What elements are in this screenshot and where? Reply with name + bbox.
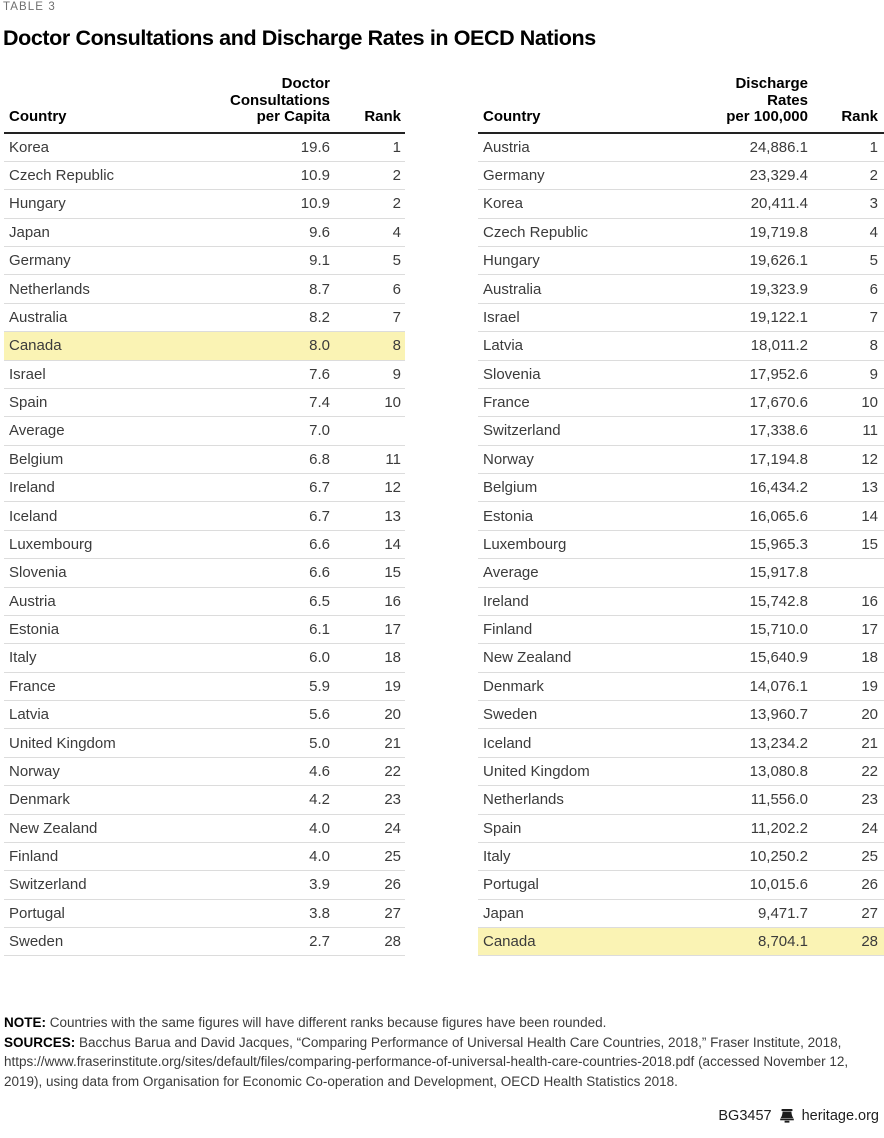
country-cell: Hungary bbox=[4, 190, 226, 218]
rank-cell: 10 bbox=[808, 388, 884, 416]
value-cell: 17,338.6 bbox=[704, 417, 808, 445]
table-row bbox=[478, 701, 884, 729]
rank-cell bbox=[330, 417, 405, 445]
value-cell: 17,952.6 bbox=[704, 360, 808, 388]
value-cell: 6.0 bbox=[226, 644, 330, 672]
rank-cell: 25 bbox=[330, 842, 405, 870]
value-header-line2: per 100,000 bbox=[726, 108, 808, 125]
rank-cell: 16 bbox=[808, 587, 884, 615]
rank-cell: 4 bbox=[330, 218, 405, 246]
tables-container bbox=[4, 76, 884, 956]
table-row bbox=[4, 757, 405, 785]
rank-cell: 16 bbox=[330, 587, 405, 615]
table-row bbox=[478, 474, 884, 502]
value-cell: 5.0 bbox=[226, 729, 330, 757]
value-column-header bbox=[704, 76, 808, 133]
rank-cell: 15 bbox=[808, 530, 884, 558]
rank-cell: 26 bbox=[808, 871, 884, 899]
value-cell: 19,719.8 bbox=[704, 218, 808, 246]
country-cell: Spain bbox=[4, 388, 226, 416]
table-row bbox=[4, 786, 405, 814]
value-cell: 10.9 bbox=[226, 190, 330, 218]
table-row bbox=[4, 303, 405, 331]
table-row bbox=[478, 615, 884, 643]
table-row bbox=[478, 559, 884, 587]
sources-text: Bacchus Barua and David Jacques, “Comparing Performance of Universal Health Care Countries, 2018,” Fraser Institute, 2018, https://www.fraserinstitute.org/sites/default/files/comparing-performance-of-universal-health-care-countries-2018.pdf (accessed November 12, 2019), using data from Organisation for Economic Co-operation and Development, OECD Health Statistics 2018. bbox=[4, 1034, 849, 1089]
country-cell: New Zealand bbox=[478, 644, 704, 672]
table-row bbox=[478, 729, 884, 757]
country-cell: Norway bbox=[478, 445, 704, 473]
country-cell: France bbox=[478, 388, 704, 416]
value-cell: 7.4 bbox=[226, 388, 330, 416]
rank-cell: 28 bbox=[808, 928, 884, 956]
rank-cell: 22 bbox=[330, 757, 405, 785]
table-row bbox=[478, 218, 884, 246]
value-cell: 15,965.3 bbox=[704, 530, 808, 558]
country-cell: Germany bbox=[4, 247, 226, 275]
country-cell: Canada bbox=[4, 332, 226, 360]
rank-cell: 1 bbox=[330, 133, 405, 162]
rank-cell: 27 bbox=[808, 899, 884, 927]
country-cell: Germany bbox=[478, 161, 704, 189]
table-row bbox=[478, 133, 884, 162]
country-cell: Australia bbox=[478, 275, 704, 303]
country-cell: United Kingdom bbox=[4, 729, 226, 757]
country-cell: Hungary bbox=[478, 247, 704, 275]
value-cell: 4.2 bbox=[226, 786, 330, 814]
country-cell: Austria bbox=[478, 133, 704, 162]
rank-cell: 5 bbox=[330, 247, 405, 275]
country-cell: Belgium bbox=[4, 445, 226, 473]
value-cell: 7.6 bbox=[226, 360, 330, 388]
table-row bbox=[478, 247, 884, 275]
table-row bbox=[478, 928, 884, 956]
country-cell: Austria bbox=[4, 587, 226, 615]
country-cell: Switzerland bbox=[4, 871, 226, 899]
rank-cell: 5 bbox=[808, 247, 884, 275]
table-row bbox=[478, 587, 884, 615]
rank-cell: 13 bbox=[808, 474, 884, 502]
value-cell: 9,471.7 bbox=[704, 899, 808, 927]
country-cell: New Zealand bbox=[4, 814, 226, 842]
rank-cell: 1 bbox=[808, 133, 884, 162]
table-row bbox=[4, 218, 405, 246]
table-row bbox=[4, 388, 405, 416]
table-row bbox=[4, 615, 405, 643]
table-row bbox=[478, 530, 884, 558]
country-cell: Portugal bbox=[4, 899, 226, 927]
table-row bbox=[4, 814, 405, 842]
header-row bbox=[4, 76, 405, 133]
rank-cell: 2 bbox=[808, 161, 884, 189]
table-row bbox=[4, 701, 405, 729]
country-cell: Belgium bbox=[478, 474, 704, 502]
value-cell: 18,011.2 bbox=[704, 332, 808, 360]
value-cell: 19,122.1 bbox=[704, 303, 808, 331]
value-cell: 6.6 bbox=[226, 530, 330, 558]
value-cell: 5.6 bbox=[226, 701, 330, 729]
country-cell: Israel bbox=[4, 360, 226, 388]
country-cell: Sweden bbox=[478, 701, 704, 729]
table-row bbox=[4, 474, 405, 502]
table-row bbox=[4, 275, 405, 303]
value-cell: 24,886.1 bbox=[704, 133, 808, 162]
value-cell: 13,234.2 bbox=[704, 729, 808, 757]
value-cell: 10.9 bbox=[226, 161, 330, 189]
value-cell: 4.0 bbox=[226, 842, 330, 870]
sources-label: SOURCES: bbox=[4, 1034, 76, 1050]
table-row bbox=[478, 814, 884, 842]
table-row bbox=[478, 332, 884, 360]
rank-cell bbox=[808, 559, 884, 587]
rank-cell: 20 bbox=[808, 701, 884, 729]
value-cell: 8.0 bbox=[226, 332, 330, 360]
country-cell: Denmark bbox=[478, 672, 704, 700]
table-row bbox=[4, 332, 405, 360]
note-text: Countries with the same figures will have different ranks because figures have been rounded. bbox=[49, 1015, 607, 1030]
country-column-header: Country bbox=[478, 76, 704, 133]
value-cell: 7.0 bbox=[226, 417, 330, 445]
table-row bbox=[478, 303, 884, 331]
value-column-header bbox=[226, 76, 330, 133]
country-cell: Italy bbox=[478, 842, 704, 870]
table-row bbox=[4, 360, 405, 388]
table-row bbox=[4, 190, 405, 218]
value-cell: 20,411.4 bbox=[704, 190, 808, 218]
table-row bbox=[478, 417, 884, 445]
value-cell: 14,076.1 bbox=[704, 672, 808, 700]
rank-cell: 10 bbox=[330, 388, 405, 416]
rank-cell: 12 bbox=[808, 445, 884, 473]
site-label: heritage.org bbox=[801, 1108, 879, 1124]
table-row bbox=[4, 587, 405, 615]
country-cell: Iceland bbox=[4, 502, 226, 530]
value-cell: 8,704.1 bbox=[704, 928, 808, 956]
table-row bbox=[4, 871, 405, 899]
value-cell: 8.7 bbox=[226, 275, 330, 303]
rank-cell: 18 bbox=[808, 644, 884, 672]
rank-cell: 12 bbox=[330, 474, 405, 502]
rank-column-header: Rank bbox=[330, 76, 405, 133]
country-cell: Sweden bbox=[4, 928, 226, 956]
value-cell: 5.9 bbox=[226, 672, 330, 700]
table-row bbox=[478, 161, 884, 189]
value-cell: 19.6 bbox=[226, 133, 330, 162]
rank-cell: 21 bbox=[808, 729, 884, 757]
table-row bbox=[478, 644, 884, 672]
table-row bbox=[4, 672, 405, 700]
value-cell: 15,640.9 bbox=[704, 644, 808, 672]
country-cell: Japan bbox=[478, 899, 704, 927]
country-cell: Israel bbox=[478, 303, 704, 331]
note-paragraph bbox=[4, 1013, 878, 1033]
value-cell: 6.8 bbox=[226, 445, 330, 473]
table-row bbox=[478, 871, 884, 899]
value-cell: 6.1 bbox=[226, 615, 330, 643]
country-cell: Portugal bbox=[478, 871, 704, 899]
rank-cell: 23 bbox=[808, 786, 884, 814]
country-cell: Switzerland bbox=[478, 417, 704, 445]
value-cell: 19,626.1 bbox=[704, 247, 808, 275]
rank-cell: 13 bbox=[330, 502, 405, 530]
value-cell: 4.0 bbox=[226, 814, 330, 842]
table-row bbox=[4, 445, 405, 473]
table-row bbox=[4, 502, 405, 530]
footnotes bbox=[4, 1013, 878, 1091]
country-cell: Korea bbox=[478, 190, 704, 218]
value-cell: 19,323.9 bbox=[704, 275, 808, 303]
country-cell: Netherlands bbox=[478, 786, 704, 814]
rank-cell: 27 bbox=[330, 899, 405, 927]
rank-cell: 23 bbox=[330, 786, 405, 814]
country-cell: Czech Republic bbox=[478, 218, 704, 246]
country-cell: Korea bbox=[4, 133, 226, 162]
value-cell: 10,015.6 bbox=[704, 871, 808, 899]
rank-cell: 8 bbox=[330, 332, 405, 360]
rank-cell: 21 bbox=[330, 729, 405, 757]
country-cell: Australia bbox=[4, 303, 226, 331]
value-cell: 16,065.6 bbox=[704, 502, 808, 530]
country-cell: United Kingdom bbox=[478, 757, 704, 785]
table-row bbox=[478, 190, 884, 218]
value-cell: 13,080.8 bbox=[704, 757, 808, 785]
page-title: Doctor Consultations and Discharge Rates in OECD Nations bbox=[3, 26, 596, 50]
table-row bbox=[478, 899, 884, 927]
country-cell: Average bbox=[4, 417, 226, 445]
note-label: NOTE: bbox=[4, 1015, 46, 1030]
value-cell: 6.5 bbox=[226, 587, 330, 615]
value-cell: 9.6 bbox=[226, 218, 330, 246]
rank-cell: 11 bbox=[808, 417, 884, 445]
value-cell: 11,202.2 bbox=[704, 814, 808, 842]
value-cell: 8.2 bbox=[226, 303, 330, 331]
footer-branding bbox=[718, 1108, 879, 1124]
value-cell: 4.6 bbox=[226, 757, 330, 785]
table-row bbox=[478, 445, 884, 473]
rank-cell: 11 bbox=[330, 445, 405, 473]
country-cell: Czech Republic bbox=[4, 161, 226, 189]
table-row bbox=[4, 899, 405, 927]
discharge-rates-table bbox=[478, 76, 884, 956]
value-cell: 6.6 bbox=[226, 559, 330, 587]
rank-cell: 7 bbox=[808, 303, 884, 331]
country-cell: Ireland bbox=[4, 474, 226, 502]
table-row bbox=[478, 275, 884, 303]
value-header-line1: Discharge Rates bbox=[735, 75, 808, 109]
rank-cell: 14 bbox=[808, 502, 884, 530]
rank-column-header: Rank bbox=[808, 76, 884, 133]
rank-cell: 28 bbox=[330, 928, 405, 956]
table-row bbox=[478, 842, 884, 870]
rank-cell: 24 bbox=[330, 814, 405, 842]
rank-cell: 15 bbox=[330, 559, 405, 587]
doctor-consultations-table bbox=[4, 76, 405, 956]
country-cell: Finland bbox=[478, 615, 704, 643]
value-cell: 11,556.0 bbox=[704, 786, 808, 814]
value-cell: 17,670.6 bbox=[704, 388, 808, 416]
value-cell: 3.9 bbox=[226, 871, 330, 899]
table-label: TABLE 3 bbox=[3, 1, 56, 13]
rank-cell: 17 bbox=[808, 615, 884, 643]
country-cell: Denmark bbox=[4, 786, 226, 814]
rank-cell: 20 bbox=[330, 701, 405, 729]
country-cell: Japan bbox=[4, 218, 226, 246]
table-row bbox=[478, 786, 884, 814]
country-cell: Ireland bbox=[478, 587, 704, 615]
country-cell: Italy bbox=[4, 644, 226, 672]
value-cell: 15,917.8 bbox=[704, 559, 808, 587]
country-cell: Latvia bbox=[4, 701, 226, 729]
rank-cell: 9 bbox=[330, 360, 405, 388]
value-cell: 16,434.2 bbox=[704, 474, 808, 502]
value-cell: 23,329.4 bbox=[704, 161, 808, 189]
table-row bbox=[4, 928, 405, 956]
rank-cell: 6 bbox=[808, 275, 884, 303]
value-cell: 2.7 bbox=[226, 928, 330, 956]
table-row bbox=[4, 530, 405, 558]
header-row bbox=[478, 76, 884, 133]
doc-id: BG3457 bbox=[718, 1108, 772, 1124]
country-cell: Slovenia bbox=[478, 360, 704, 388]
value-cell: 15,710.0 bbox=[704, 615, 808, 643]
rank-cell: 4 bbox=[808, 218, 884, 246]
table-row bbox=[478, 360, 884, 388]
rank-cell: 9 bbox=[808, 360, 884, 388]
rank-cell: 19 bbox=[330, 672, 405, 700]
rank-cell: 3 bbox=[808, 190, 884, 218]
rank-cell: 6 bbox=[330, 275, 405, 303]
value-cell: 9.1 bbox=[226, 247, 330, 275]
liberty-bell-icon bbox=[779, 1109, 795, 1123]
country-cell: Latvia bbox=[478, 332, 704, 360]
value-cell: 10,250.2 bbox=[704, 842, 808, 870]
rank-cell: 26 bbox=[330, 871, 405, 899]
value-cell: 3.8 bbox=[226, 899, 330, 927]
country-cell: Slovenia bbox=[4, 559, 226, 587]
country-cell: Luxembourg bbox=[478, 530, 704, 558]
country-cell: Iceland bbox=[478, 729, 704, 757]
country-cell: France bbox=[4, 672, 226, 700]
value-cell: 6.7 bbox=[226, 474, 330, 502]
country-cell: Canada bbox=[478, 928, 704, 956]
value-cell: 15,742.8 bbox=[704, 587, 808, 615]
value-header-line2: per Capita bbox=[256, 108, 330, 125]
table-row bbox=[478, 757, 884, 785]
table-row bbox=[4, 417, 405, 445]
rank-cell: 18 bbox=[330, 644, 405, 672]
country-cell: Estonia bbox=[478, 502, 704, 530]
rank-cell: 7 bbox=[330, 303, 405, 331]
table-row bbox=[4, 161, 405, 189]
value-cell: 17,194.8 bbox=[704, 445, 808, 473]
rank-cell: 2 bbox=[330, 161, 405, 189]
country-cell: Average bbox=[478, 559, 704, 587]
value-cell: 6.7 bbox=[226, 502, 330, 530]
country-cell: Norway bbox=[4, 757, 226, 785]
rank-cell: 8 bbox=[808, 332, 884, 360]
rank-cell: 22 bbox=[808, 757, 884, 785]
table-row bbox=[478, 672, 884, 700]
rank-cell: 2 bbox=[330, 190, 405, 218]
country-column-header: Country bbox=[4, 76, 226, 133]
table-row bbox=[478, 388, 884, 416]
country-cell: Luxembourg bbox=[4, 530, 226, 558]
table-row bbox=[4, 644, 405, 672]
table-row bbox=[4, 729, 405, 757]
value-cell: 13,960.7 bbox=[704, 701, 808, 729]
rank-cell: 19 bbox=[808, 672, 884, 700]
value-header-line1: Doctor Consultations bbox=[230, 75, 330, 109]
sources-paragraph bbox=[4, 1033, 878, 1092]
country-cell: Estonia bbox=[4, 615, 226, 643]
table-row bbox=[4, 133, 405, 162]
rank-cell: 25 bbox=[808, 842, 884, 870]
table-row bbox=[4, 247, 405, 275]
rank-cell: 24 bbox=[808, 814, 884, 842]
table-row bbox=[4, 559, 405, 587]
table-row bbox=[4, 842, 405, 870]
country-cell: Netherlands bbox=[4, 275, 226, 303]
country-cell: Spain bbox=[478, 814, 704, 842]
table-row bbox=[478, 502, 884, 530]
rank-cell: 14 bbox=[330, 530, 405, 558]
rank-cell: 17 bbox=[330, 615, 405, 643]
country-cell: Finland bbox=[4, 842, 226, 870]
